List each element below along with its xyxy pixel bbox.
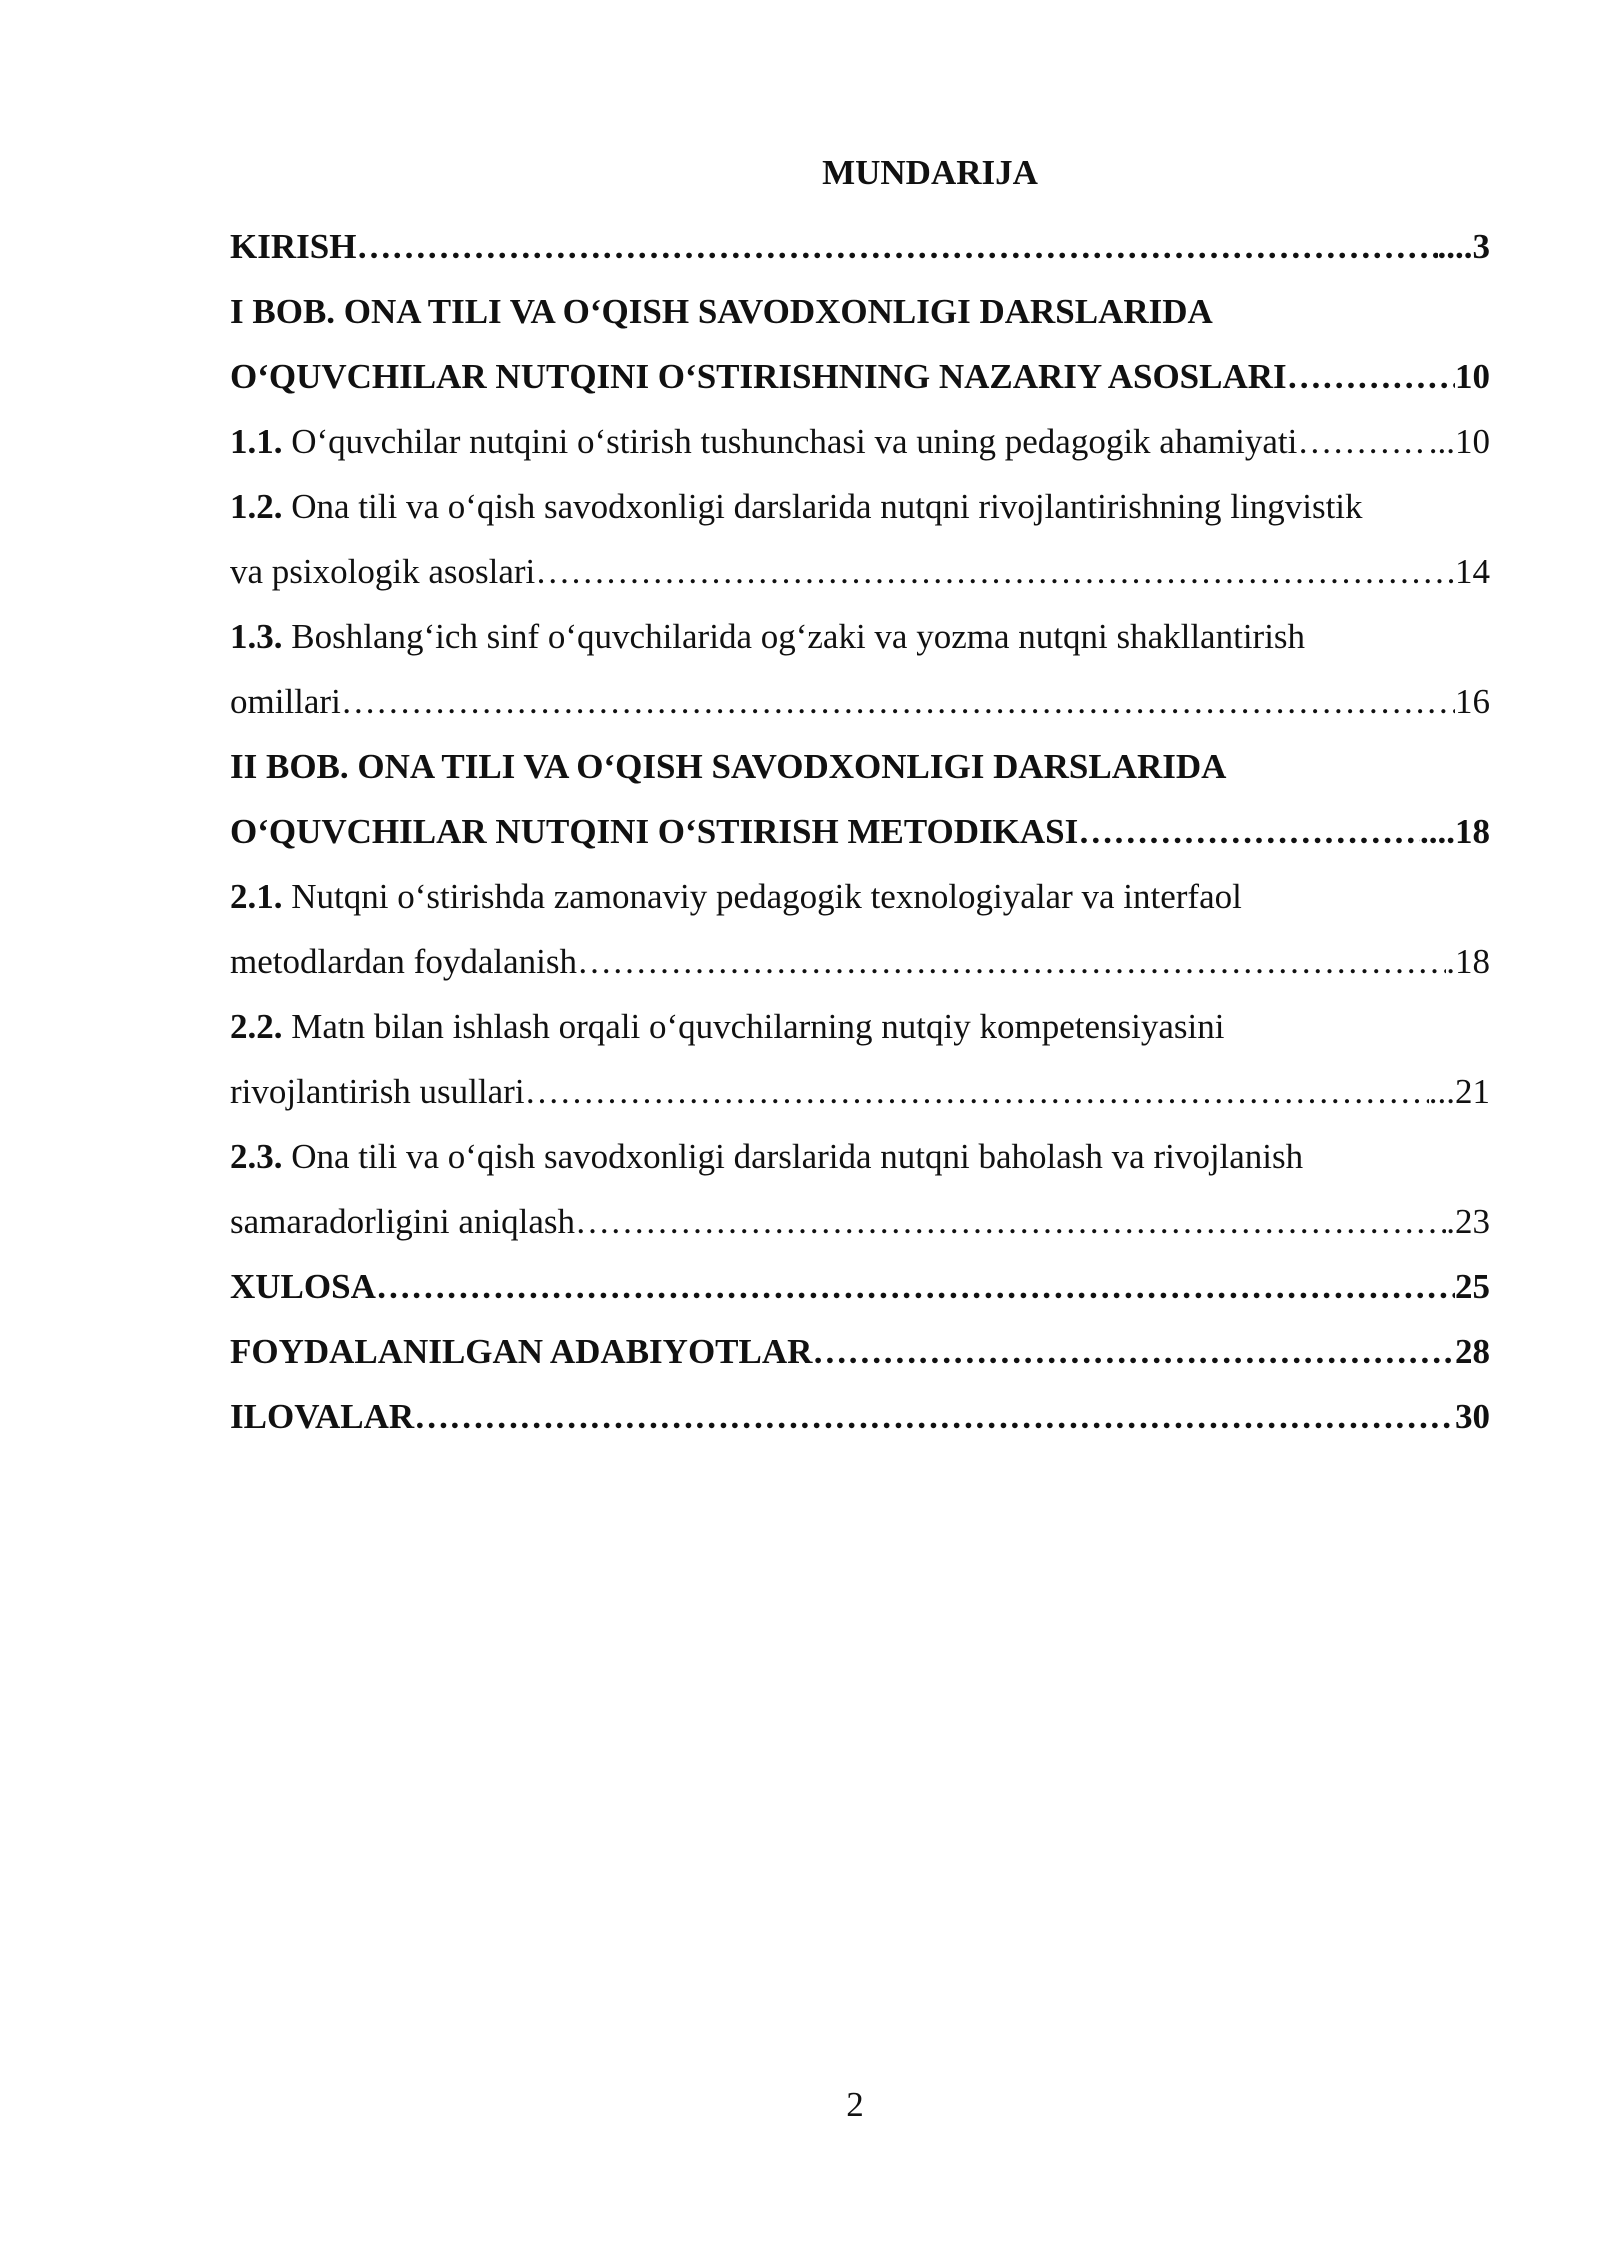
entry-page: ....3 [1437,227,1490,266]
toc-entry-chapter-2-line2[interactable] [230,799,1490,864]
entry-label: samaradorligini aniqlash [230,1202,576,1241]
toc-entry-1-3-line1[interactable] [230,604,1490,669]
entry-page: ....18 [1420,812,1490,851]
toc-entry-kirish[interactable] [230,214,1490,279]
toc-entry-1-1[interactable] [230,409,1490,474]
entry-page: ...10 [1428,422,1490,461]
toc-entry-chapter-1-line2[interactable] [230,344,1490,409]
toc-entry-1-3-line2[interactable] [230,669,1490,734]
page-number: 2 [846,2085,864,2124]
dot-leader [575,1189,1446,1254]
entry-page: .23 [1446,1202,1490,1241]
entry-label: O‘quvchilar nutqini o‘stirish tushunchasi va uning pedagogik ahamiyati [282,422,1298,461]
section-number: 1.3. [230,617,283,656]
toc-entry-2-1-line1[interactable] [230,864,1490,929]
entry-label: Ona tili va o‘qish savodxonligi darslarida nutqni rivojlantirishning lingvistik [282,487,1363,526]
toc-entry-chapter-2-line1[interactable] [230,734,1490,799]
entry-label: O‘QUVCHILAR NUTQINI O‘STIRISHNING NAZARIY ASOSLARI [230,357,1287,396]
dot-leader [812,1319,1455,1384]
dot-leader [1297,409,1428,474]
dot-leader [577,929,1446,994]
toc-entry-2-3-line2[interactable] [230,1189,1490,1254]
toc-entry-references[interactable] [230,1319,1490,1384]
entry-page: 25 [1455,1267,1490,1306]
toc-entry-2-2-line1[interactable] [230,994,1490,1059]
entry-label: O‘QUVCHILAR NUTQINI O‘STIRISH METODIKASI [230,812,1079,851]
dot-leader [376,1254,1455,1319]
dot-leader [356,214,1437,279]
entry-label: metodlardan foydalanish [230,942,577,981]
toc-entry-chapter-1-line1[interactable] [230,279,1490,344]
section-number: 2.1. [230,877,283,916]
entry-page: 28 [1455,1332,1490,1371]
dot-leader [414,1384,1455,1449]
toc-entry-2-2-line2[interactable] [230,1059,1490,1124]
table-of-contents [230,148,1490,1449]
toc-entry-appendices[interactable] [230,1384,1490,1449]
dot-leader [525,1059,1429,1124]
entry-label: omillari [230,682,341,721]
toc-title: MUNDARIJA [822,153,1038,192]
entry-label: XULOSA [230,1267,376,1306]
entry-label: KIRISH [230,227,357,266]
entry-label: II BOB. ONA TILI VA O‘QISH SAVODXONLIGI DARSLARIDA [230,747,1227,786]
entry-page: 16 [1455,682,1490,721]
dot-leader [1078,799,1420,864]
dot-leader [341,669,1455,734]
toc-entry-2-1-line2[interactable] [230,929,1490,994]
entry-label: I BOB. ONA TILI VA O‘QISH SAVODXONLIGI DARSLARIDA [230,292,1213,331]
entry-page: ...21 [1428,1072,1490,1111]
entry-page: 14 [1455,552,1490,591]
entry-page: 10 [1455,357,1490,396]
toc-entry-1-2-line1[interactable] [230,474,1490,539]
section-number: 1.1. [230,422,283,461]
toc-entry-xulosa[interactable] [230,1254,1490,1319]
section-number: 2.3. [230,1137,283,1176]
entry-label: Nutqni o‘stirishda zamonaviy pedagogik texnologiyalar va interfaol [282,877,1242,916]
entry-label: Matn bilan ishlash orqali o‘quvchilarning nutqiy kompetensiyasini [282,1007,1225,1046]
entry-page: 30 [1455,1397,1490,1436]
section-number: 2.2. [230,1007,283,1046]
section-number: 1.2. [230,487,283,526]
toc-entry-1-2-line2[interactable] [230,539,1490,604]
entry-label: Ona tili va o‘qish savodxonligi darslarida nutqni baholash va rivojlanish [282,1137,1304,1176]
dot-leader [535,539,1455,604]
entry-label: FOYDALANILGAN ADABIYOTLAR [230,1332,813,1371]
toc-entry-2-3-line1[interactable] [230,1124,1490,1189]
entry-page: .18 [1446,942,1490,981]
entry-label: rivojlantirish usullari [230,1072,525,1111]
entry-label: Boshlang‘ich sinf o‘quvchilarida og‘zaki va yozma nutqni shakllantirish [282,617,1306,656]
dot-leader [1287,344,1455,409]
entry-label: ILOVALAR [230,1397,415,1436]
entry-label: va psixologik asoslari [230,552,536,591]
